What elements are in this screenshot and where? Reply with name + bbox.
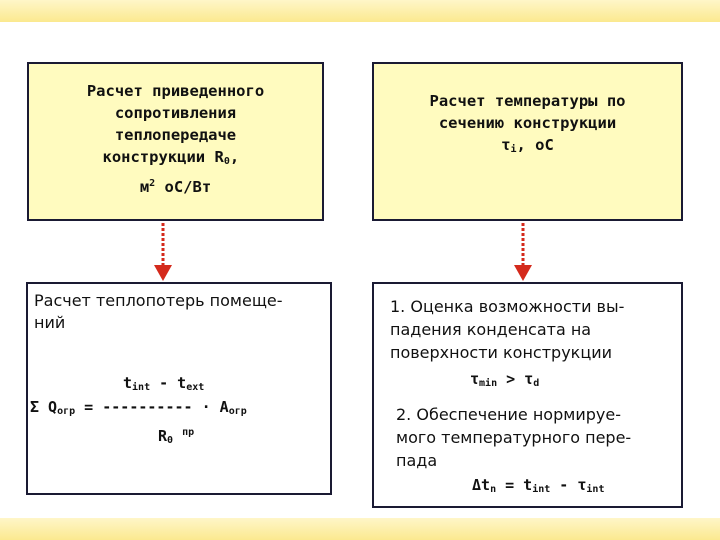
right-down-arrow	[510, 221, 536, 283]
heat-loss-calculation-box	[26, 282, 332, 495]
condition-delta-t: $\Delta t_n = t_{int} - \tau_{int}$	[472, 476, 605, 495]
resistance-calculation-box	[27, 62, 324, 221]
condition-tau-min: $\tau_{min} > \tau_d$	[470, 370, 540, 389]
heat-loss-title-line2: ний	[34, 313, 66, 332]
heat-loss-title-line1: Расчет теплопотерь помеще-	[34, 291, 283, 310]
resistance-calculation-text: Расчет приведенного сопротивления теплопередаче конструкции $R_0$, $м^2$ oC/Вт	[86, 82, 265, 196]
top-decorative-band	[0, 0, 720, 22]
temperature-calculation-text: Расчет температуры по сечению конструкции $\tau_i$, oC	[429, 92, 626, 155]
item1-line3: поверхности конструкции	[390, 343, 613, 362]
condensation-assessment-box	[372, 282, 683, 508]
item2-line2: мого температурного пере-	[396, 428, 632, 447]
formula-denominator: $R_0$ $^{пр}$	[158, 427, 195, 446]
item2-line1: 2. Обеспечение нормируе-	[396, 405, 621, 424]
item2-line3: пада	[396, 451, 438, 470]
left-down-arrow	[150, 221, 176, 283]
formula-numerator: $t_{int} - t_{ext}$	[123, 374, 205, 393]
bottom-decorative-band	[0, 518, 720, 540]
item1-line1: 1. Оценка возможности вы-	[390, 297, 625, 316]
item1-line2: падения конденсата на	[390, 320, 592, 339]
formula-main-line: Σ $Q_{огр}$ = ---------- · $A_{огр}$	[30, 398, 247, 417]
temperature-calculation-box	[372, 62, 683, 221]
